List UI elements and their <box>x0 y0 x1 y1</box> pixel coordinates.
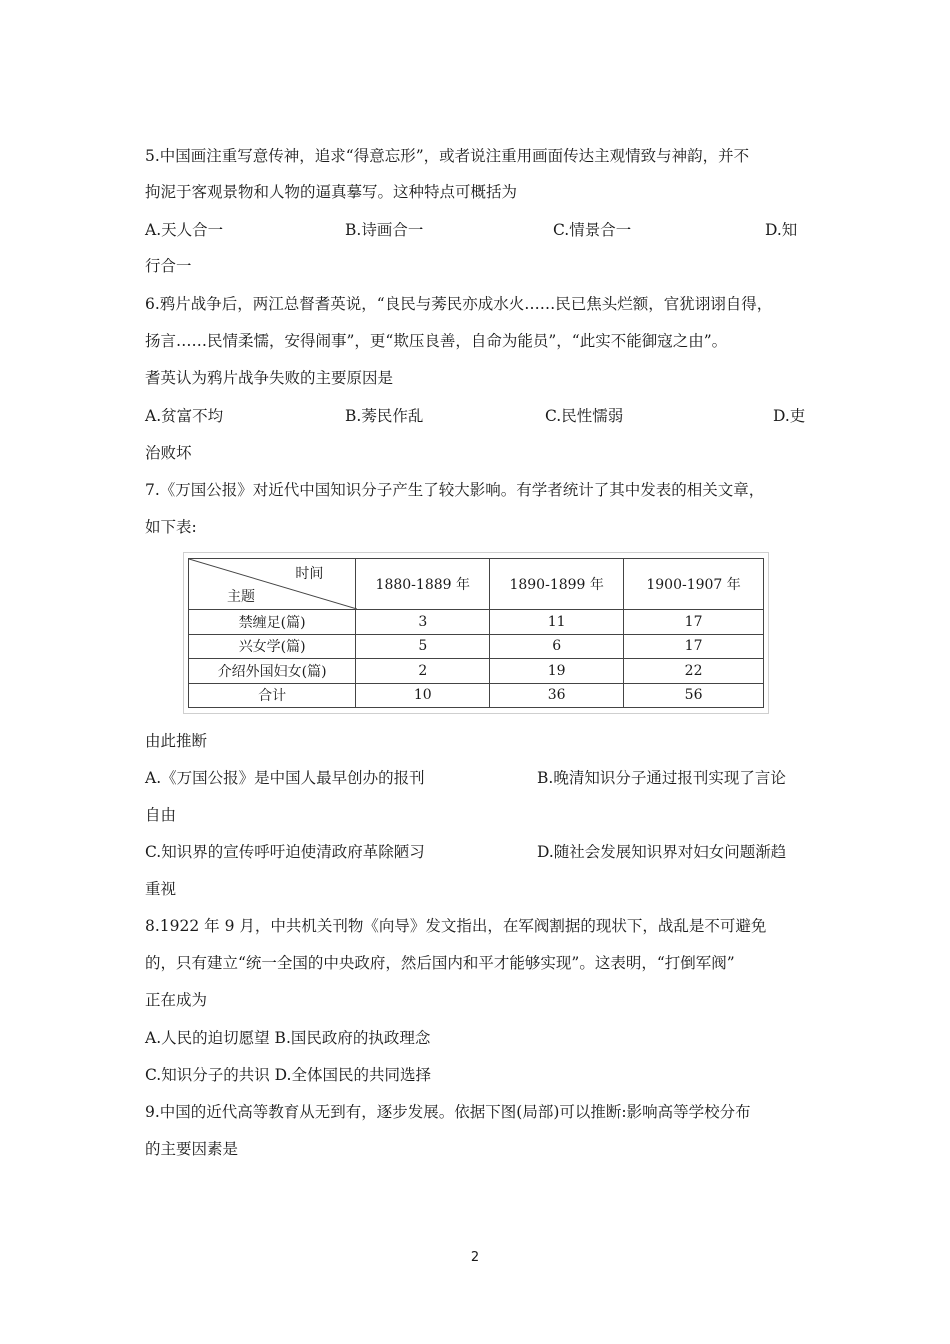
q7-option-d: D.随社会发展知识界对妇女问题渐趋 <box>537 843 787 861</box>
q9-stem-line2: 的主要因素是 <box>145 1140 239 1158</box>
q8-options-a-b: A.人民的迫切愿望 B.国民政府的执政理念 <box>145 1029 431 1047</box>
table-row-label: 禁缠足(篇) <box>189 610 356 635</box>
q7-option-a: A.《万国公报》是中国人最早创办的报刊 <box>145 769 425 787</box>
table-row <box>189 610 764 635</box>
table-header-row <box>189 559 764 610</box>
table-row-label: 介绍外国妇女(篇) <box>189 659 356 684</box>
table-column-header: 1890-1899 年 <box>490 559 624 610</box>
table-cell: 6 <box>490 634 624 659</box>
table-row <box>189 659 764 684</box>
q6-stem-line3: 耆英认为鸦片战争失败的主要原因是 <box>145 369 394 387</box>
q7-inference-prompt: 由此推断 <box>145 732 208 750</box>
table-row <box>189 683 764 708</box>
table-cell: 36 <box>490 683 624 708</box>
q7-stem-line1: 7.《万国公报》对近代中国知识分子产生了较大影响。有学者统计了其中发表的相关文章， <box>145 481 765 499</box>
q5-stem-line1: 5.中国画注重写意传神，追求“得意忘形”，或者说注重用画面传达主观情致与神韵，并不 <box>145 147 750 165</box>
table-cell: 2 <box>356 659 490 684</box>
page-number: 2 <box>470 1250 480 1265</box>
table-cell: 56 <box>624 683 764 708</box>
table-cell: 17 <box>624 634 764 659</box>
q8-stem-line2: 的，只有建立“统一全国的中央政府，然后国内和平才能够实现”。这表明，“打倒军阀” <box>145 954 735 972</box>
q6-option-d: D.吏 <box>773 407 806 425</box>
q5-stem-line2: 拘泥于客观景物和人物的逼真摹写。这种特点可概括为 <box>145 183 518 201</box>
q5-option-b: B.诗画合一 <box>345 221 424 239</box>
q6-stem-line1: 6.鸦片战争后，两江总督耆英说，“良民与莠民亦成水火……民已焦头烂额，官犹诩诩自得， <box>145 295 773 313</box>
table-cell: 19 <box>490 659 624 684</box>
table-cell: 5 <box>356 634 490 659</box>
q7-statistics-table <box>188 558 764 708</box>
q7-option-b-continued: 自由 <box>145 806 177 824</box>
table-cell: 22 <box>624 659 764 684</box>
table-cell: 3 <box>356 610 490 635</box>
corner-label-time: 时间 <box>295 566 324 582</box>
table-cell: 17 <box>624 610 764 635</box>
table-cell: 10 <box>356 683 490 708</box>
corner-label-topic: 主题 <box>227 589 255 605</box>
q7-option-b: B.晚清知识分子通过报刊实现了言论 <box>537 769 786 787</box>
table-column-header: 1900-1907 年 <box>624 559 764 610</box>
table-row <box>189 634 764 659</box>
table-column-header: 1880-1889 年 <box>356 559 490 610</box>
q6-option-c: C.民性懦弱 <box>545 407 624 425</box>
q6-option-b: B.莠民作乱 <box>345 407 424 425</box>
q7-option-d-continued: 重视 <box>145 880 177 898</box>
q8-options-c-d: C.知识分子的共识 D.全体国民的共同选择 <box>145 1066 431 1084</box>
q7-stem-line2: 如下表: <box>145 518 197 536</box>
q8-stem-line1: 8.1922 年 9 月，中共机关刊物《向导》发文指出，在军阀割据的现状下，战乱是不可避免 <box>145 917 767 935</box>
q7-statistics-table-frame <box>183 552 769 714</box>
q5-option-d: D.知 <box>765 221 798 239</box>
table-cell: 11 <box>490 610 624 635</box>
q5-option-d-continued: 行合一 <box>145 257 192 275</box>
q9-stem-line1: 9.中国的近代高等教育从无到有，逐步发展。依据下图(局部)可以推断:影响高等学校分布 <box>145 1103 751 1121</box>
q6-stem-line2: 扬言……民情柔懦，安得闹事”，更“欺压良善，自命为能员”，“此实不能御寇之由”。 <box>145 332 728 350</box>
q7-option-c: C.知识界的宣传呼吁迫使清政府革除陋习 <box>145 843 425 861</box>
table-row-label: 兴女学(篇) <box>189 634 356 659</box>
table-row-label: 合计 <box>189 683 356 708</box>
q6-option-d-continued: 治败坏 <box>145 444 192 462</box>
q5-option-c: C.情景合一 <box>553 221 632 239</box>
q6-option-a: A.贫富不均 <box>145 407 224 425</box>
q5-option-a: A.天人合一 <box>145 221 224 239</box>
q8-stem-line3: 正在成为 <box>145 991 208 1009</box>
diagonal-divider <box>189 559 357 609</box>
table-corner-cell <box>189 559 356 610</box>
